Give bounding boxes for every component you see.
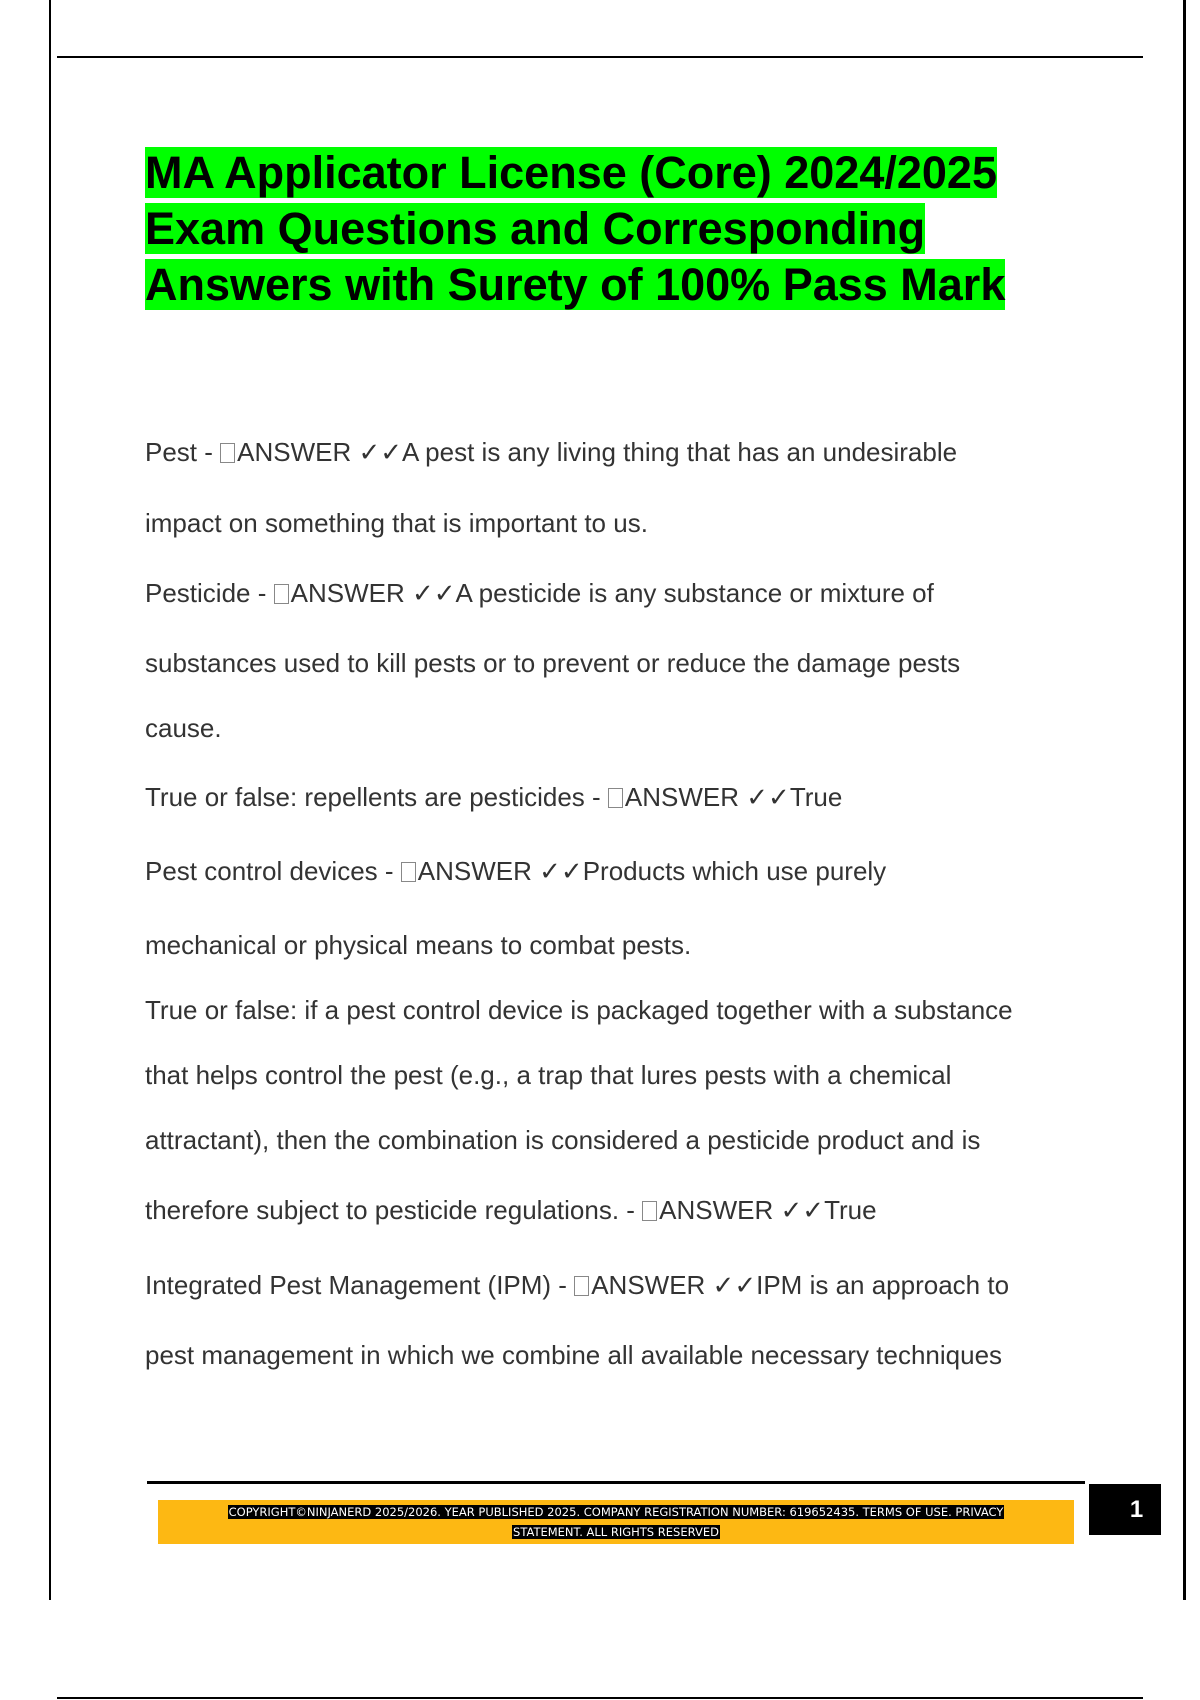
answer-text: ANSWER ✓✓A pesticide is any substance or mixture of — [290, 578, 934, 608]
body-line — [145, 1270, 1105, 1301]
copyright-line: STATEMENT. ALL RIGHTS RESERVED — [513, 1525, 719, 1539]
body-line — [145, 508, 1105, 539]
body-line — [145, 856, 1105, 887]
missing-glyph-icon — [274, 584, 289, 604]
body-line-text: Pesticide - — [145, 578, 274, 608]
title-line: MA Applicator License (Core) 2024/2025 — [145, 147, 997, 198]
body-line-text: substances used to kill pests or to prevent or reduce the damage pests — [145, 648, 961, 678]
body-line-text: impact on something that is important to us. — [145, 508, 648, 538]
copyright-notice — [158, 1502, 1074, 1542]
answer-text: ANSWER ✓✓Products which use purely — [417, 856, 887, 886]
bottom-rule — [57, 1697, 1143, 1699]
title-line: Exam Questions and Corresponding — [145, 203, 926, 254]
body-line — [145, 782, 1105, 813]
body-line — [145, 648, 1105, 679]
answer-text: ANSWER ✓✓True — [659, 1195, 877, 1225]
page-border-left — [49, 0, 51, 1600]
body-line-text: Integrated Pest Management (IPM) - — [145, 1270, 575, 1300]
body-line-text: True or false: repellents are pesticides - — [145, 782, 608, 812]
footer-rule — [147, 1481, 1085, 1484]
body-line-text: therefore subject to pesticide regulations. - — [145, 1195, 643, 1225]
body-line — [145, 1125, 1105, 1156]
body-line-text: cause. — [145, 713, 222, 743]
page-number: 1 — [1129, 1496, 1144, 1523]
body-line-text: mechanical or physical means to combat pests. — [145, 930, 692, 960]
body-line — [145, 713, 1105, 744]
body-line-text: attractant), then the combination is considered a pesticide product and is — [145, 1125, 981, 1155]
missing-glyph-icon — [642, 1201, 657, 1221]
copyright-line: COPYRIGHT©NINJANERD 2025/2026. YEAR PUBLISHED 2025. COMPANY REGISTRATION NUMBER: 619652435. TERMS OF USE. PRIVACY — [228, 1505, 1004, 1519]
body-line — [145, 1195, 1105, 1226]
body-line — [145, 1340, 1105, 1371]
header-rule — [57, 56, 1143, 58]
body-line — [145, 995, 1105, 1026]
body-line-text: Pest - — [145, 437, 221, 467]
answer-text: ANSWER ✓✓A pest is any living thing that has an undesirable — [237, 437, 958, 467]
body-line — [145, 578, 1105, 609]
answer-text: ANSWER ✓✓IPM is an approach to — [591, 1270, 1010, 1300]
answer-text: ANSWER ✓✓True — [624, 782, 843, 812]
title-line: Answers with Surety of 100% Pass Mark — [145, 259, 1006, 310]
body-line-text: that helps control the pest (e.g., a trap that lures pests with a chemical — [145, 1060, 952, 1090]
missing-glyph-icon — [220, 443, 235, 463]
missing-glyph-icon — [401, 862, 416, 882]
missing-glyph-icon — [608, 788, 623, 808]
body-line-text: Pest control devices - — [145, 856, 401, 886]
body-line — [145, 930, 1105, 961]
body-line — [145, 1060, 1105, 1091]
missing-glyph-icon — [574, 1276, 589, 1296]
page-border-right — [1183, 0, 1186, 1600]
body-line-text: pest management in which we combine all available necessary techniques — [145, 1340, 1003, 1370]
body-line — [145, 437, 1105, 468]
document-title — [145, 145, 1085, 313]
body-line-text: True or false: if a pest control device is packaged together with a substance — [145, 995, 1013, 1025]
